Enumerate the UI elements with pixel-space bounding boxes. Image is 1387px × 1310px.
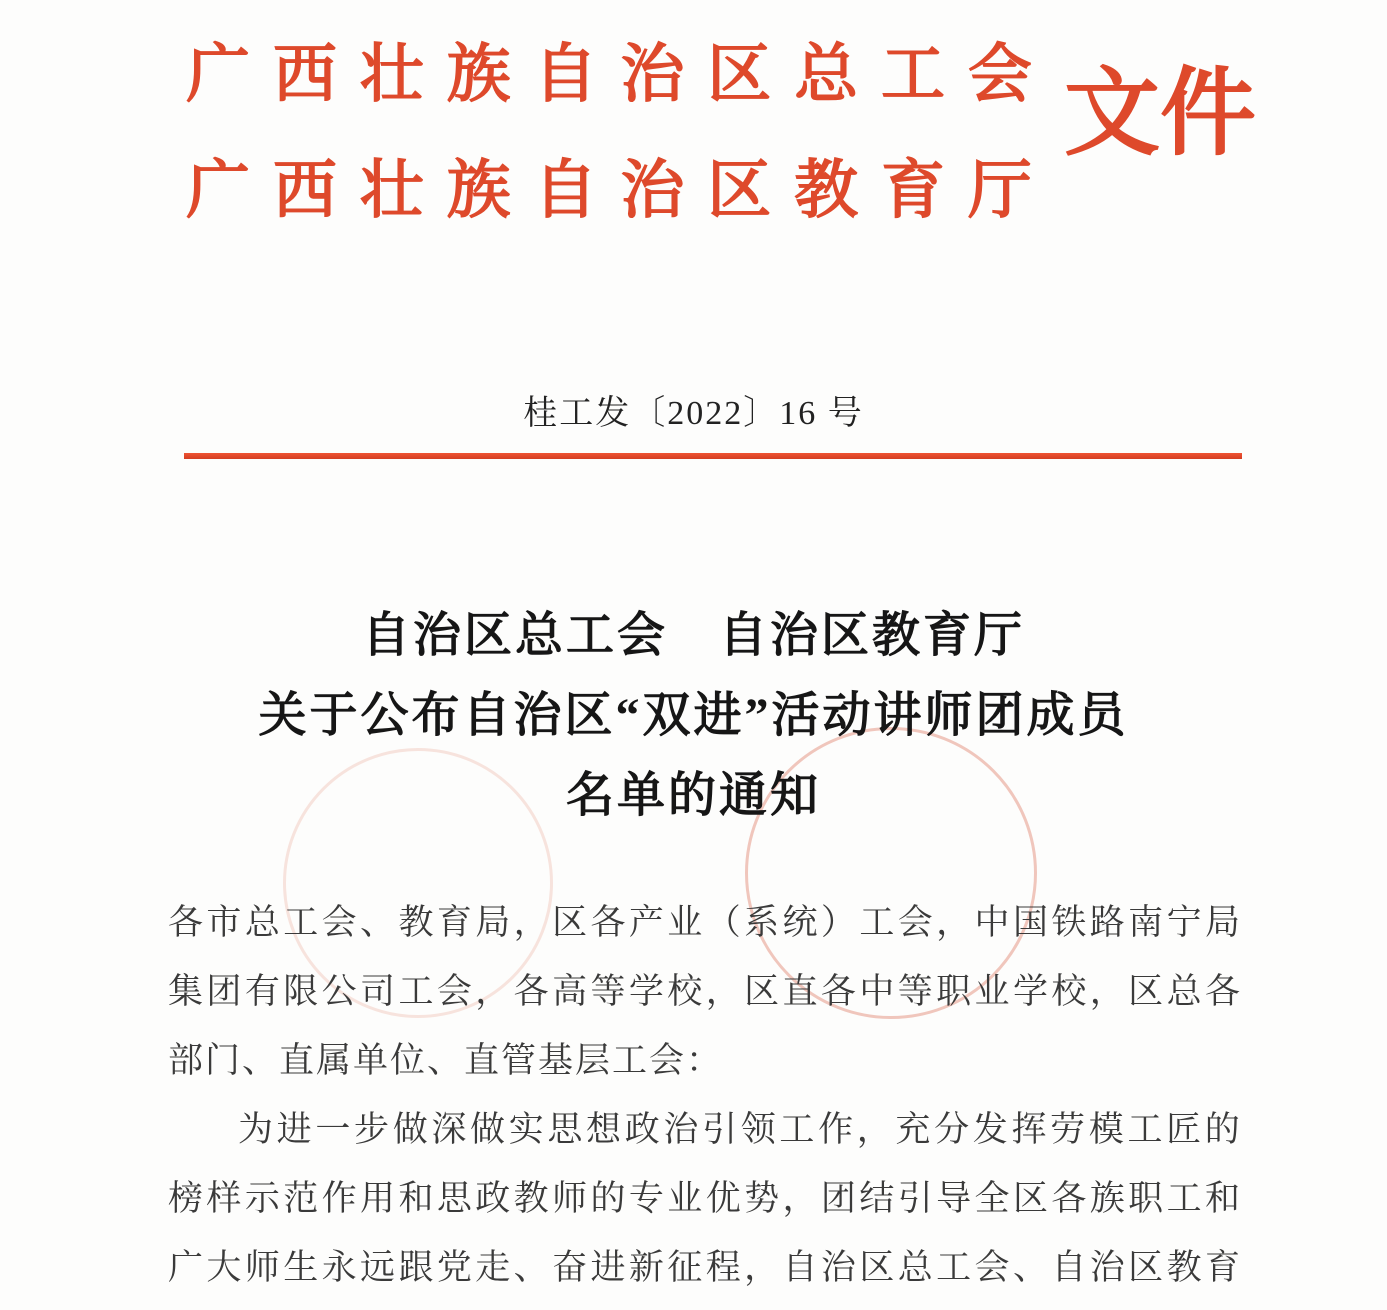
reference-number: 桂工发〔2022〕16 号 xyxy=(523,395,864,432)
body-p2-line-2: 榜 样 示 范 作 用 和 思 政 教 师 的 专 业 优 势 ， 团 结 引 导 全 区 各 族 职 工 和 xyxy=(168,1179,1240,1218)
body-p1-line-1: 各 市 总 工 会 、 教 育 局 ， 区 各 产 业 （ 系 统 ） 工 会 ， 中 国 铁 路 南 宁 局 xyxy=(168,903,1240,942)
doc-type-label: 文件 xyxy=(1064,60,1256,167)
red-divider-rule xyxy=(184,453,1242,459)
org-name-line-1: 广 西 壮 族 自 治 区 总 工 会 xyxy=(186,39,1032,110)
body-p1-line-2: 集 团 有 限 公 司 工 会 ， 各 高 等 学 校 ， 区 直 各 中 等 职 业 学 校 ， 区 总 各 xyxy=(168,972,1240,1011)
org-name-line-2: 广 西 壮 族 自 治 区 教 育 厅 xyxy=(186,155,1032,226)
title-line-3: 名单的通知 xyxy=(565,769,821,822)
body-p2-line-1: 为 进 一 步 做 深 做 实 思 想 政 治 引 领 工 作 ， 充 分 发 挥 劳 模 工 匠 的 xyxy=(238,1110,1240,1149)
body-p2-line-3: 广 大 师 生 永 远 跟 党 走 、 奋 进 新 征 程 ， 自 治 区 总 工 会 、 自 治 区 教 育 xyxy=(168,1248,1240,1287)
title-line-2: 关于公布自治区“双进”活动讲师团成员 xyxy=(258,689,1129,742)
title-line-1: 自治区总工会 自治区教育厅 xyxy=(361,609,1025,662)
body-p1-line-3: 部门、直属单位、直管基层工会： xyxy=(168,1041,724,1080)
document-title xyxy=(0,596,1387,836)
body-text xyxy=(168,888,1240,1302)
